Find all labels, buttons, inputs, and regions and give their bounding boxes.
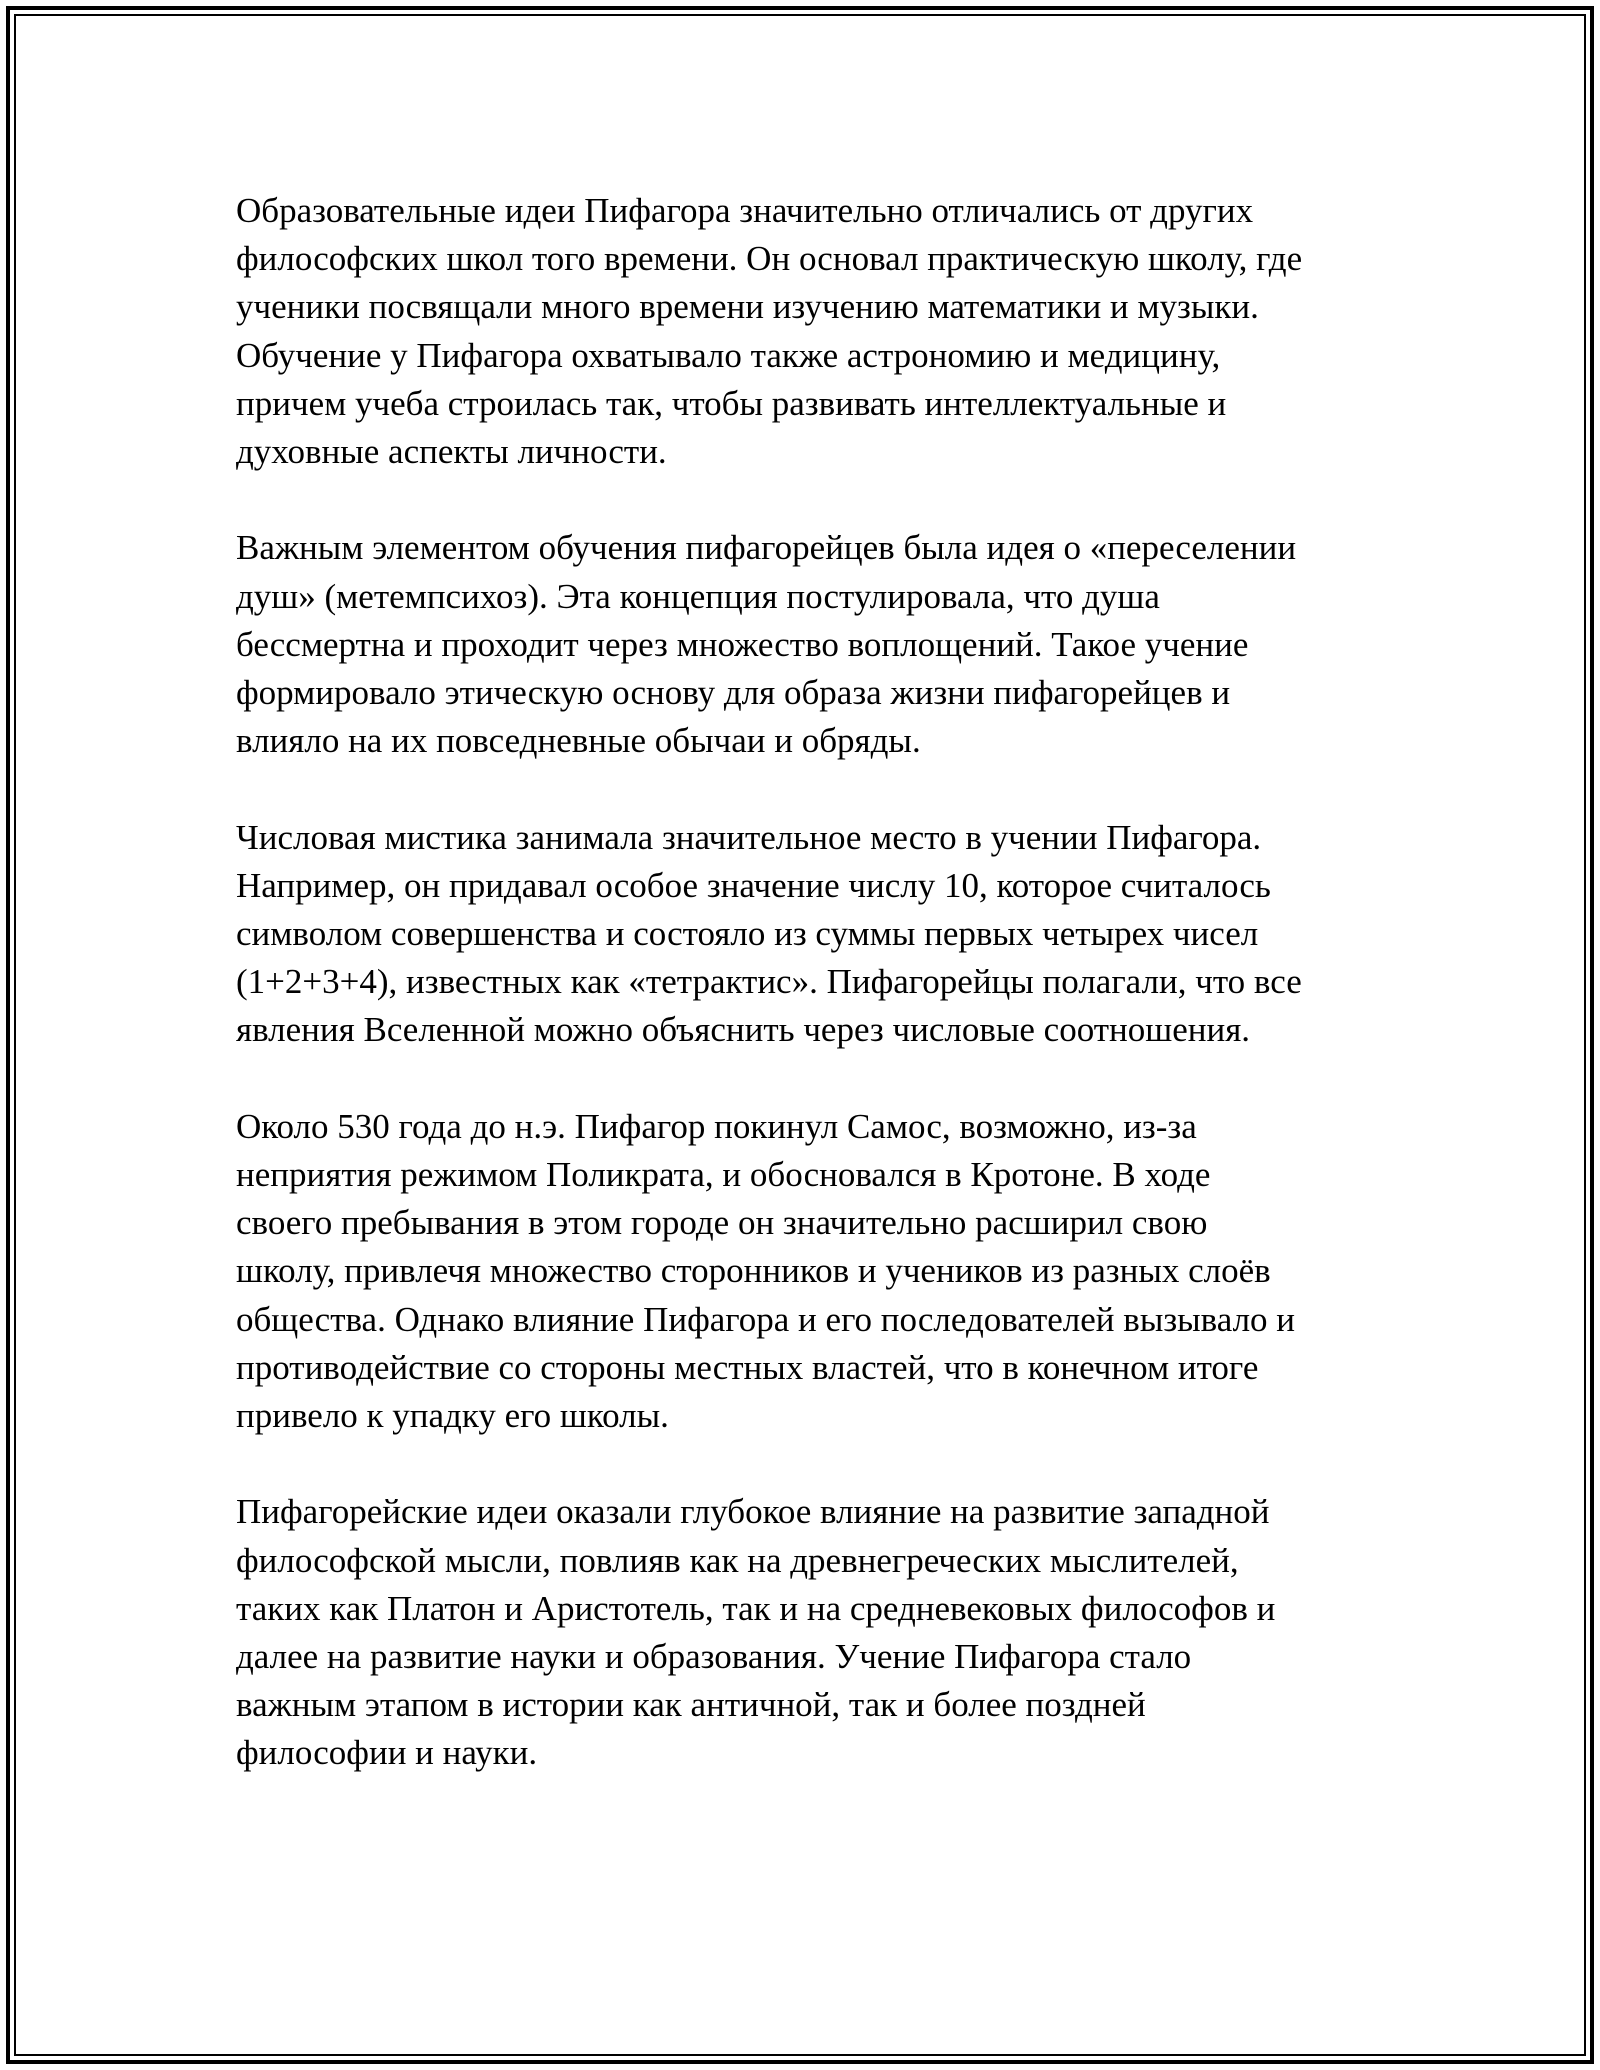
paragraph-croton: Около 530 года до н.э. Пифагор покинул Самос, возможно, из-за неприятия режимом Поликрата, и обосновался в Кротоне. В ходе своего пребывания в этом городе он значительно расширил свою школу, привлечя множество сторонников и учеников из разных слоёв общества. Однако влияние Пифагора и его последователей вызывало и противодействие со стороны местных властей, что в конечном итоге привело к упадку его школы. <box>236 1106 1296 1436</box>
paragraph-metempsychosis: Важным элементом обучения пифагорейцев была идея о «переселении душ» (метемпсихоз). Эта концепция постулировала, что душа бессмертна и проходит через множество воплощений. Такое учение формировало этическую основу для образа жизни пифагорейцев и влияло на их повседневные обычаи и обряды. <box>236 528 1297 761</box>
document-body <box>236 187 1376 1826</box>
paragraph-number-mysticism: Числовая мистика занимала значительное место в учении Пифагора. Например, он придавал особое значение числу 10, которое считалось символом совершенства и состояло из суммы первых четырех чисел (1+2+3+4), известных как «тетрактис». Пифагорейцы полагали, что все явления Вселенной можно объяснить через числовые соотношения. <box>236 817 1302 1050</box>
paragraph-influence: Пифагорейские идеи оказали глубокое влияние на развитие западной философской мысли, повлияв как на древнегреческих мыслителей, таких как Платон и Аристотель, так и на средневековых философов и далее на развитие науки и образования. Учение Пифагора стало важным этапом в истории как античной, так и более поздней философии и науки. <box>236 1492 1276 1773</box>
paragraph-education: Образовательные идеи Пифагора значительно отличались от других философских школ того времени. Он основал практическую школу, где ученики посвящали много времени изучению математики и музыки. Обучение у Пифагора охватывало также астрономию и медицину, причем учеба строилась так, чтобы развивать интеллектуальные и духовные аспекты личности. <box>236 191 1303 472</box>
